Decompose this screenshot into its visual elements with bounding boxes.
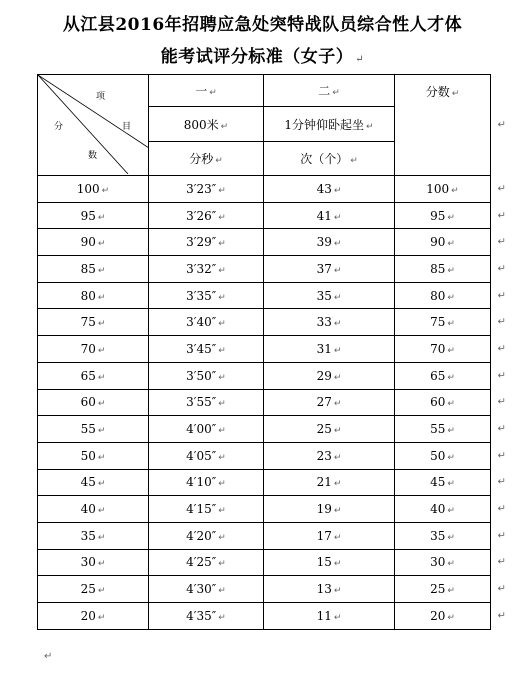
scoring-standard-table (37, 74, 506, 630)
table-row (38, 603, 491, 630)
cell-score-right: 55 ↵ ↵ (395, 416, 491, 443)
cell-score-right: 65 ↵ ↵ (395, 362, 491, 389)
cell-800m-time: 3′50″ ↵ (149, 362, 264, 389)
cell-score: 40 ↵ (38, 496, 149, 523)
table-row (38, 229, 491, 256)
header-item-800m: 800米 ↵ (149, 107, 264, 142)
cell-situps-count: 33 ↵ (264, 309, 395, 336)
table-row (38, 202, 491, 229)
cell-800m-time: 3′45″ ↵ (149, 336, 264, 363)
cell-score: 70 ↵ (38, 336, 149, 363)
cell-800m-time: 4′05″ ↵ (149, 442, 264, 469)
cell-score-right: 100 ↵ ↵ (395, 176, 491, 203)
document-title-line-2: 能考试评分标准（女子） ↵ (160, 47, 365, 67)
diag-label-shu: 数 (88, 151, 98, 161)
cell-score: 85 ↵ (38, 256, 149, 283)
cell-score: 20 ↵ (38, 603, 149, 630)
cell-score-right: 75 ↵ ↵ (395, 309, 491, 336)
cell-situps-count: 19 ↵ (264, 496, 395, 523)
table-row (38, 576, 491, 603)
cell-score: 55 ↵ (38, 416, 149, 443)
cell-800m-time: 3′40″ ↵ (149, 309, 264, 336)
table-row (38, 549, 491, 576)
cell-situps-count: 31 ↵ (264, 336, 395, 363)
diag-label-fen: 分 (54, 122, 64, 132)
cell-situps-count: 39 ↵ (264, 229, 395, 256)
table-row (38, 362, 491, 389)
paragraph-mark-icon: ↵ (355, 54, 365, 65)
cell-score: 30 ↵ (38, 549, 149, 576)
cell-situps-count: 37 ↵ (264, 256, 395, 283)
diagonal-header-cell (38, 75, 149, 176)
table-row (38, 176, 491, 203)
header-group-2: 二 ↵ (264, 75, 395, 107)
cell-score: 75 ↵ (38, 309, 149, 336)
cell-situps-count: 15 ↵ (264, 549, 395, 576)
cell-situps-count: 21 ↵ (264, 469, 395, 496)
table-row (38, 256, 491, 283)
cell-score-right: 35 ↵ ↵ (395, 522, 491, 549)
cell-score-right: 30 ↵ ↵ (395, 549, 491, 576)
cell-situps-count: 17 ↵ (264, 522, 395, 549)
table-row (38, 469, 491, 496)
table-row (38, 309, 491, 336)
header-unit-time: 分秒 ↵ (149, 142, 264, 176)
cell-situps-count: 41 ↵ (264, 202, 395, 229)
cell-score: 90 ↵ (38, 229, 149, 256)
table-row (38, 282, 491, 309)
cell-situps-count: 27 ↵ (264, 389, 395, 416)
table-row (38, 496, 491, 523)
cell-score-right: 60 ↵ ↵ (395, 389, 491, 416)
cell-score-right: 20 ↵ ↵ (395, 603, 491, 630)
cell-score-right: 25 ↵ ↵ (395, 576, 491, 603)
cell-800m-time: 3′35″ ↵ (149, 282, 264, 309)
cell-score: 35 ↵ (38, 522, 149, 549)
cell-score-right: 90 ↵ ↵ (395, 229, 491, 256)
cell-situps-count: 13 ↵ (264, 576, 395, 603)
cell-score-right: 85 ↵ ↵ (395, 256, 491, 283)
table-row (38, 442, 491, 469)
cell-score: 95 ↵ (38, 202, 149, 229)
table-row (38, 416, 491, 443)
diag-label-xiang: 项 (96, 92, 106, 102)
cell-score-right: 80 ↵ ↵ (395, 282, 491, 309)
cell-800m-time: 3′29″ ↵ (149, 229, 264, 256)
cell-score: 25 ↵ (38, 576, 149, 603)
cell-situps-count: 23 ↵ (264, 442, 395, 469)
cell-situps-count: 29 ↵ (264, 362, 395, 389)
cell-score-right: 50 ↵ ↵ (395, 442, 491, 469)
cell-800m-time: 4′30″ ↵ (149, 576, 264, 603)
cell-score: 100 ↵ (38, 176, 149, 203)
cell-800m-time: 4′00″ ↵ (149, 416, 264, 443)
header-unit-count: 次（个） ↵ (264, 142, 395, 176)
cell-800m-time: 4′15″ ↵ (149, 496, 264, 523)
cell-score: 60 ↵ (38, 389, 149, 416)
cell-score-right: 40 ↵ ↵ (395, 496, 491, 523)
cell-800m-time: 3′55″ ↵ (149, 389, 264, 416)
cell-score: 45 ↵ (38, 469, 149, 496)
header-score-cell: 分数 ↵ ↵ (395, 75, 491, 176)
cell-situps-count: 35 ↵ (264, 282, 395, 309)
cell-situps-count: 25 ↵ (264, 416, 395, 443)
cell-800m-time: 3′23″ ↵ (149, 176, 264, 203)
cell-score-right: 95 ↵ ↵ (395, 202, 491, 229)
table-row (38, 389, 491, 416)
cell-800m-time: 3′32″ ↵ (149, 256, 264, 283)
cell-score-right: 70 ↵ ↵ (395, 336, 491, 363)
cell-800m-time: 4′35″ ↵ (149, 603, 264, 630)
header-row-1 (38, 75, 491, 107)
diag-label-mu: 目 (122, 122, 132, 132)
cell-score-right: 45 ↵ ↵ (395, 469, 491, 496)
cell-800m-time: 3′26″ ↵ (149, 202, 264, 229)
cell-score: 50 ↵ (38, 442, 149, 469)
cell-800m-time: 4′25″ ↵ (149, 549, 264, 576)
cell-situps-count: 43 ↵ (264, 176, 395, 203)
table-row (38, 336, 491, 363)
header-item-situps: 1分钟仰卧起坐 ↵ (264, 107, 395, 142)
cell-score: 80 ↵ (38, 282, 149, 309)
cell-situps-count: 11 ↵ (264, 603, 395, 630)
end-paragraph-mark-icon: ↵ (44, 651, 53, 662)
header-group-1: 一 ↵ (149, 75, 264, 107)
document-title-line-1: 从江县2016年招聘应急处突特战队员综合性人才体 (62, 15, 463, 35)
table-row (38, 522, 491, 549)
cell-800m-time: 4′20″ ↵ (149, 522, 264, 549)
cell-score: 65 ↵ (38, 362, 149, 389)
cell-800m-time: 4′10″ ↵ (149, 469, 264, 496)
